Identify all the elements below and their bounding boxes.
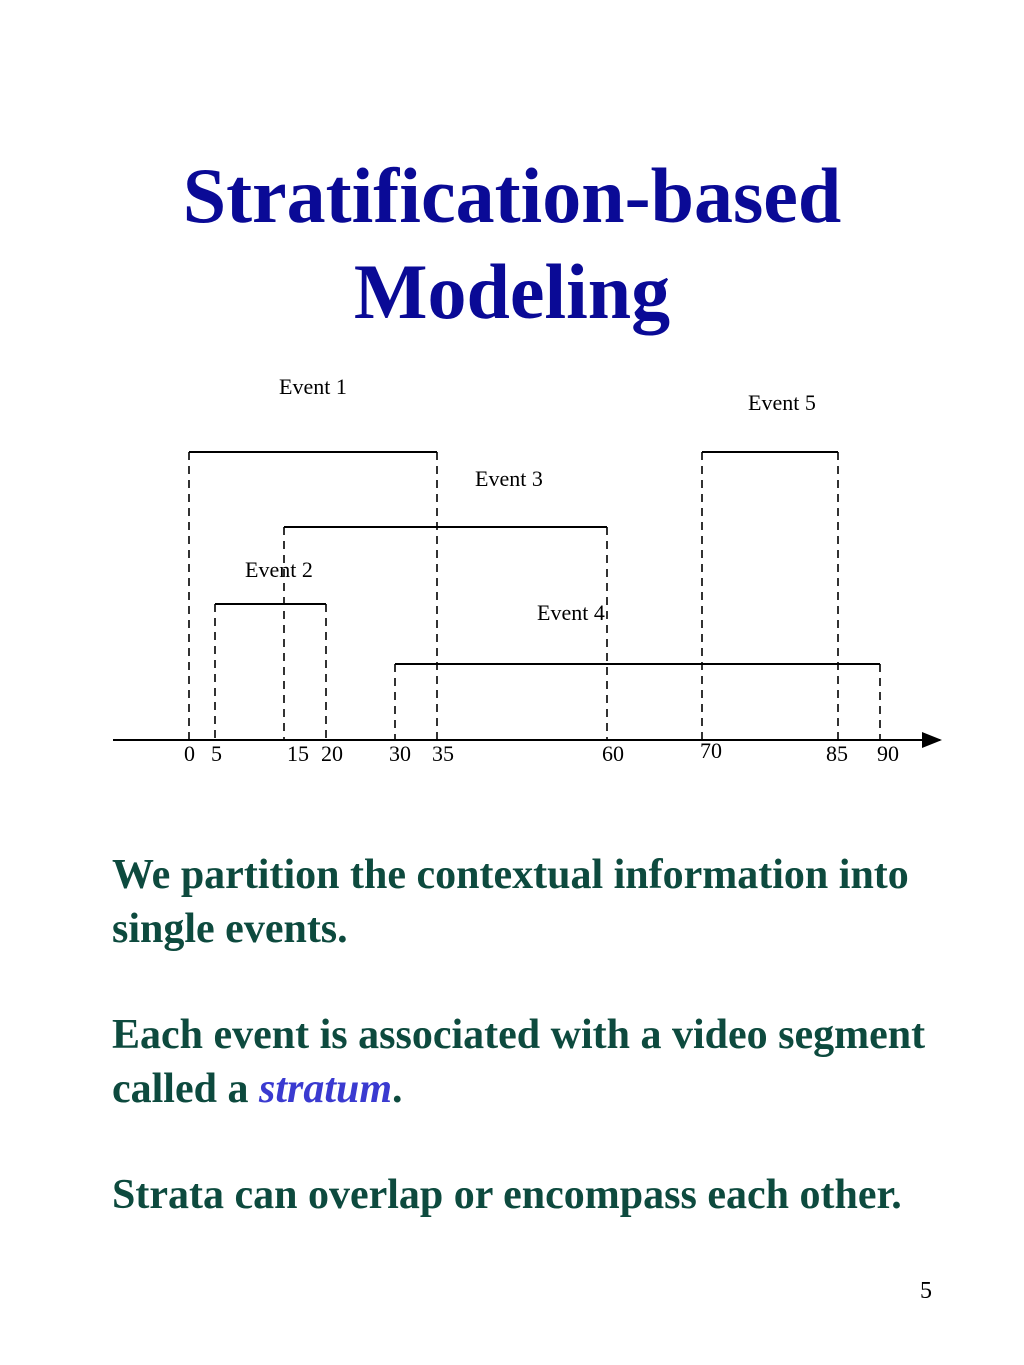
bullet-stratum xyxy=(112,1008,972,1116)
event-stratification-diagram xyxy=(0,360,1024,780)
stratum-term: stratum xyxy=(258,1066,393,1112)
event-3-label: Event 3 xyxy=(475,466,543,491)
event-4-label: Event 4 xyxy=(537,600,605,625)
page-number: 5 xyxy=(920,1278,932,1304)
bullet-stratum-period: . xyxy=(392,1066,403,1112)
event-4-stratum xyxy=(395,600,880,740)
event-5-stratum xyxy=(702,390,838,740)
tick-label-5: 5 xyxy=(211,741,222,766)
tick-label-0: 0 xyxy=(184,741,195,766)
tick-label-35: 35 xyxy=(432,741,454,766)
title-line-2: Modeling xyxy=(353,248,671,335)
tick-label-85: 85 xyxy=(826,741,848,766)
title-line-1: Stratification-based xyxy=(182,152,842,239)
tick-label-30: 30 xyxy=(389,741,411,766)
event-1-label: Event 1 xyxy=(279,374,347,399)
bullet-stratum-text: Each event is associated with a video segment called a xyxy=(112,1012,926,1112)
event-5-label: Event 5 xyxy=(748,390,816,415)
event-1-stratum xyxy=(189,374,437,740)
tick-label-90: 90 xyxy=(877,741,899,766)
slide-title xyxy=(0,148,1024,340)
tick-labels xyxy=(184,738,899,766)
event-2-label: Event 2 xyxy=(245,557,313,582)
tick-label-20: 20 xyxy=(321,741,343,766)
tick-label-15: 15 xyxy=(287,741,309,766)
bullet-partition: We partition the contextual information into single events. xyxy=(112,852,909,952)
tick-label-70: 70 xyxy=(700,738,722,763)
slide-body xyxy=(112,848,972,1274)
tick-label-60: 60 xyxy=(602,741,624,766)
bullet-overlap: Strata can overlap or encompass each other. xyxy=(112,1172,902,1218)
event-2-stratum xyxy=(215,557,326,740)
